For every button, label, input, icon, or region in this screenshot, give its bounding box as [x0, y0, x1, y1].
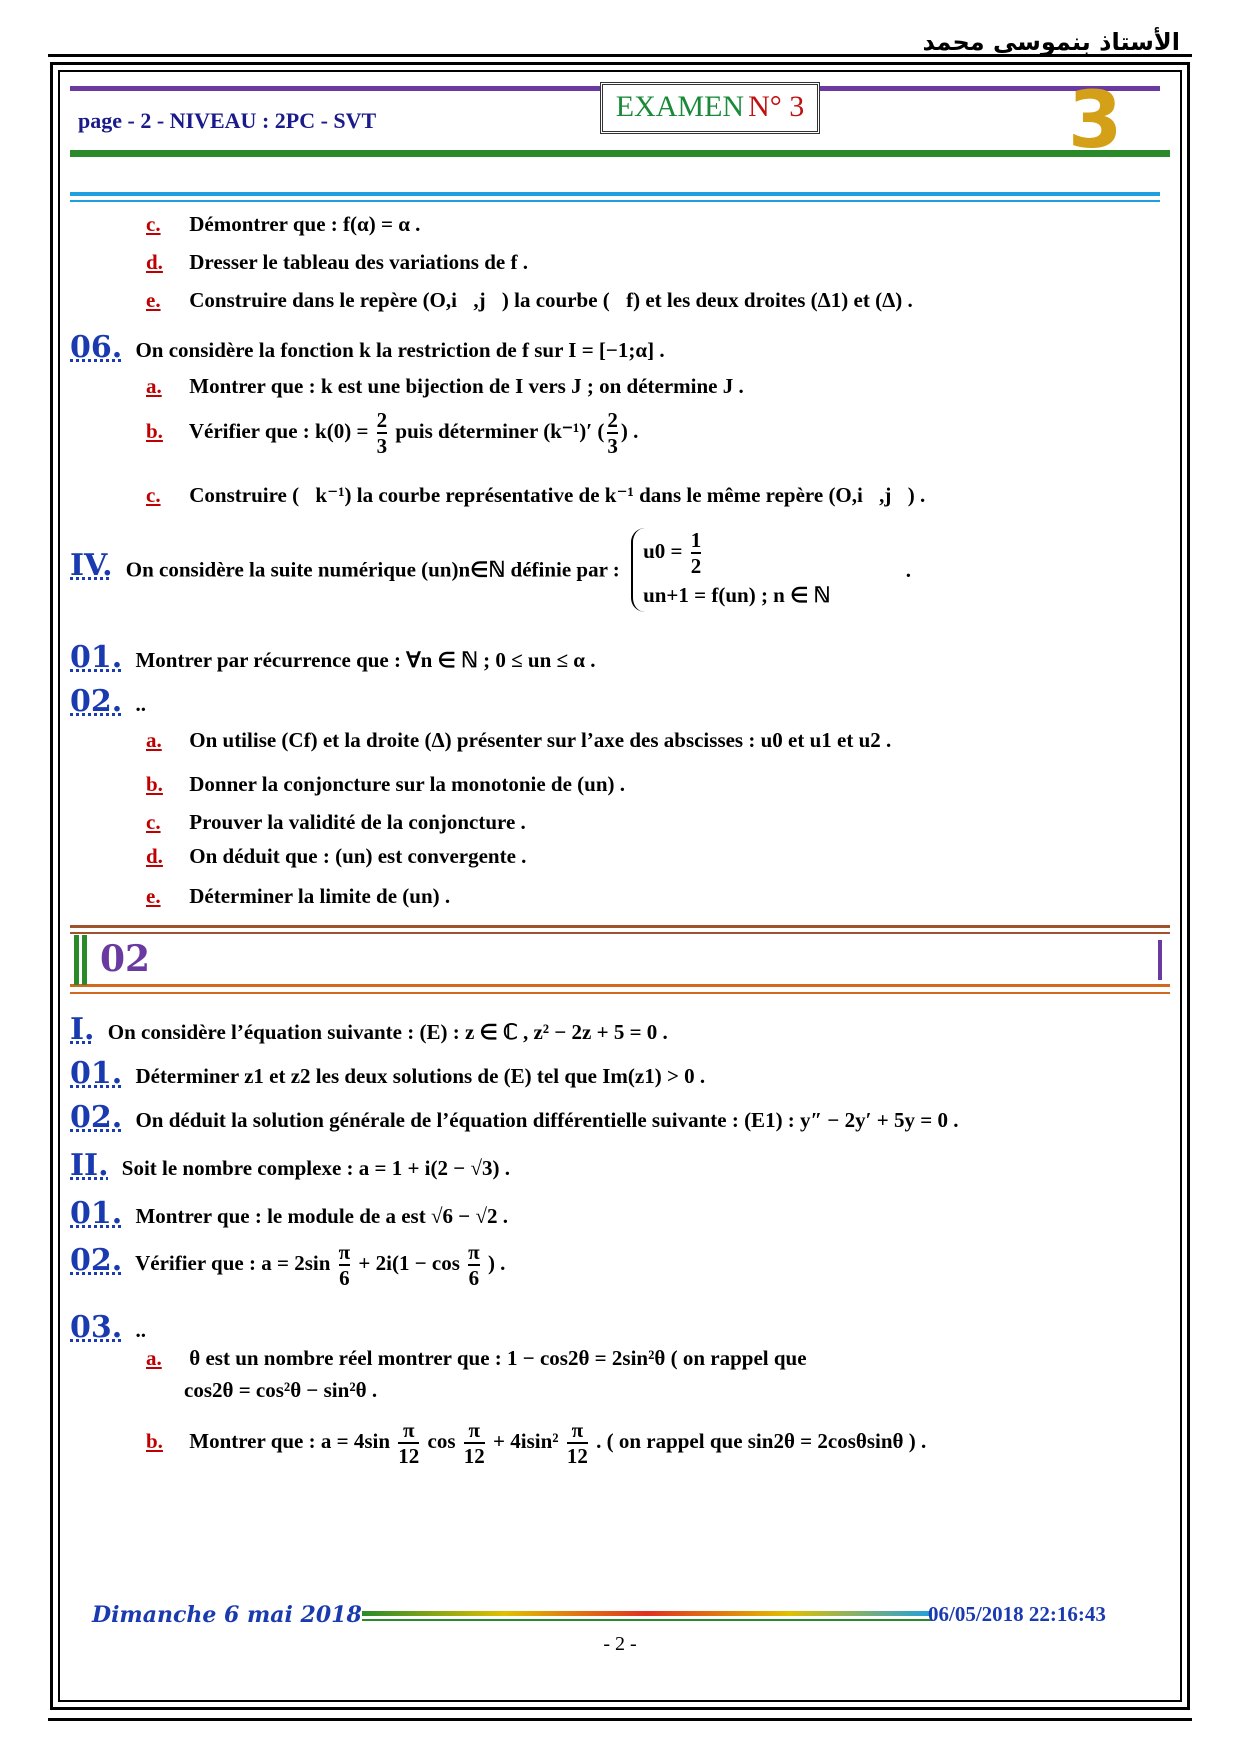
item-label: b.: [146, 418, 163, 443]
system-u0: u0 =: [643, 538, 683, 563]
fraction-denominator: 3: [376, 434, 388, 458]
question-text: Montrer que : le module de a est √6 − √2 .: [135, 1204, 508, 1228]
item-label: b.: [146, 1428, 163, 1453]
section-title: 02: [100, 938, 151, 980]
section-bar: [82, 935, 87, 985]
question-text: On considère la fonction k la restriction de f sur I = [−1;α] .: [135, 338, 665, 362]
question-c: [146, 212, 420, 237]
fraction-repeat: [607, 408, 618, 458]
section-rule-bottom: [70, 984, 1170, 987]
question-text: Déterminer z1 et z2 les deux solutions de (E) tel que Im(z1) > 0 .: [135, 1064, 706, 1088]
question-text: On déduit la solution générale de l’équation différentielle suivante : (E1) : y″ − 2y′ + 5y = 0 .: [135, 1108, 959, 1132]
question-number: 01.: [70, 1056, 123, 1091]
fraction-denominator: 12: [566, 1444, 588, 1468]
question-text: On utilise (Cf) et la droite (Δ) présenter sur l’axe des abscisses : u0 et u1 et u2 .: [189, 728, 892, 752]
fraction-repeat: [464, 1418, 485, 1468]
question-02d: [146, 844, 526, 869]
section-rule-top: [70, 925, 1170, 928]
question-text-end: ) .: [487, 1250, 506, 1275]
question-II: [70, 1148, 510, 1183]
page-level-label: page - 2 - NIVEAU : 2PC - SVT: [78, 108, 377, 133]
system-line-2: un+1 = f(un) ; n ∈ ℕ: [643, 583, 831, 607]
item-label: d.: [146, 844, 163, 868]
header-blue-rule-thin: [70, 200, 1160, 202]
question-number: IV.: [70, 547, 113, 583]
question-text-end: .: [633, 418, 639, 443]
question-text-end: .: [905, 557, 911, 582]
fraction-denominator: 12: [463, 1444, 485, 1468]
section-rule-bottom-thin: [70, 992, 1170, 994]
question-text: Soit le nombre complexe : a = 1 + i(2 − √3) .: [121, 1156, 510, 1180]
exam-logo-number: 3: [1068, 76, 1123, 166]
fraction: [377, 408, 388, 458]
fraction: [339, 1240, 351, 1290]
question-02c: [146, 810, 526, 835]
question-06a: [146, 374, 744, 399]
recurrence-system: [631, 528, 830, 612]
question-text: ..: [135, 1318, 146, 1342]
question-text: Prouver la validité de la conjoncture .: [189, 810, 526, 834]
question-06b: b. Vérifier que : k(0) = $\frac{2}{3}$ puis déterminer (k⁻¹)′ ( $\frac{2}{3}$ ) .: [146, 408, 639, 458]
question-number: 01.: [70, 640, 123, 675]
question-02e: [146, 884, 450, 909]
question-II-02: [70, 1240, 505, 1290]
question-text-mid: puis déterminer (k⁻¹)′: [395, 418, 593, 443]
fraction-numerator: π: [338, 1240, 351, 1264]
question-text: Construire (𝒞k⁻¹) la courbe représentative de k⁻¹ dans le même repère (O,i⃗,j⃗) .: [189, 483, 926, 507]
fraction: [398, 1418, 419, 1468]
fraction-repeat: [567, 1418, 588, 1468]
question-I-01: [70, 1056, 705, 1091]
question-text: Vérifier que : a = 2sin: [135, 1250, 331, 1275]
footer-timestamp: 06/05/2018 22:16:43: [928, 1602, 1106, 1626]
question-text: Vérifier que : k(0) =: [188, 418, 369, 443]
item-label: e.: [146, 884, 161, 908]
fraction-numerator: π: [398, 1418, 419, 1444]
fraction-numerator: π: [468, 1240, 480, 1264]
question-number: 02.: [70, 1100, 123, 1135]
question-number: I.: [70, 1012, 95, 1047]
item-label: c.: [146, 483, 161, 507]
question-06: [70, 330, 665, 365]
question-text-cos: cos: [427, 1428, 456, 1453]
question-number: 06.: [70, 330, 123, 365]
question-number: 02.: [70, 1242, 123, 1278]
question-e: [146, 288, 913, 313]
header-green-rule: [70, 150, 1170, 157]
question-text: Montrer que : a = 4sin: [189, 1428, 391, 1453]
question-text: ..: [135, 692, 146, 716]
item-label: a.: [146, 1346, 162, 1370]
section-rule-top-thin: [70, 932, 1170, 934]
question-02b: [146, 772, 625, 797]
question-number: II.: [70, 1148, 109, 1183]
question-II-03b: [146, 1418, 926, 1468]
question-II-03: [70, 1310, 146, 1345]
footer-date: Dimanche 6 mai 2018: [92, 1602, 362, 1628]
question-I-02: [70, 1100, 958, 1135]
footer-decoration: [362, 1611, 932, 1616]
page-number: - 2 -: [603, 1633, 637, 1655]
item-label: d.: [146, 250, 163, 274]
question-text: On considère la suite numérique (un)n∈ℕ définie par :: [125, 557, 620, 582]
question-text: θ est un nombre réel montrer que : 1 − cos2θ = 2sin²θ ( on rappel que: [189, 1346, 807, 1370]
fraction-denominator: 3: [607, 434, 618, 458]
question-01: [70, 640, 596, 675]
question-02: [70, 684, 146, 719]
question-text-mid: + 2i(1 − cos: [358, 1250, 460, 1275]
question-text: Construire dans le repère (O,i⃗,j⃗) la courbe (𝒞f) et les deux droites (Δ1) et (Δ) .: [189, 288, 913, 312]
question-II-03a-cont: cos2θ = cos²θ − sin²θ .: [184, 1378, 378, 1402]
section-bar-right: [1158, 940, 1162, 980]
question-I: [70, 1012, 668, 1047]
section-bar: [74, 935, 79, 985]
top-rule: [48, 54, 1192, 57]
fraction-denominator: 2: [690, 554, 702, 578]
item-label: e.: [146, 288, 161, 312]
question-text: On considère l’équation suivante : (E) : z ∈ ℂ , z² − 2z + 5 = 0 .: [107, 1020, 668, 1044]
exam-title-box: [600, 82, 820, 134]
question-text: Démontrer que : f(α) = α .: [189, 212, 421, 236]
fraction-numerator: π: [464, 1418, 485, 1444]
bottom-rule: [48, 1718, 1192, 1721]
question-IV: [70, 528, 911, 612]
fraction-numerator: 2: [376, 408, 388, 432]
fraction-numerator: π: [567, 1418, 588, 1444]
question-number: 03.: [70, 1310, 123, 1345]
question-text-end: . ( on rappel que sin2θ = 2cosθsinθ ) .: [596, 1428, 927, 1453]
question-number: 01.: [70, 1196, 123, 1231]
fraction-denominator: 12: [398, 1444, 420, 1468]
footer-decoration-line: [362, 1619, 932, 1621]
fraction-numerator: 1: [690, 528, 702, 552]
question-d: [146, 250, 528, 275]
question-II-03a: [146, 1346, 807, 1371]
fraction-denominator: 6: [339, 1266, 350, 1290]
fraction-repeat: [468, 1240, 480, 1290]
item-label: c.: [146, 810, 161, 834]
question-text: Montrer par récurrence que : ∀n ∈ ℕ ; 0 ≤ un ≤ α .: [135, 648, 596, 672]
system-line-1: [643, 528, 830, 578]
item-label: a.: [146, 374, 162, 398]
item-label: b.: [146, 772, 163, 796]
question-02a: [146, 728, 891, 753]
item-label: a.: [146, 728, 162, 752]
fraction-denominator: 6: [468, 1266, 480, 1290]
question-number: 02.: [70, 684, 123, 719]
author-name: الأستاذ بنموسى محمد: [922, 28, 1180, 56]
fraction: [691, 528, 702, 578]
question-text-sin: + 4isin²: [493, 1428, 559, 1453]
question-text: Donner la conjoncture sur la monotonie de (un) .: [189, 772, 626, 796]
question-text: Déterminer la limite de (un) .: [189, 884, 451, 908]
question-II-01: [70, 1196, 508, 1231]
exam-number: N° 3: [748, 90, 805, 123]
item-label: c.: [146, 212, 161, 236]
question-06c: [146, 482, 925, 508]
question-text: Montrer que : k est une bijection de I vers J ; on détermine J .: [189, 374, 744, 398]
question-text: On déduit que : (un) est convergente .: [189, 844, 527, 868]
fraction-numerator: 2: [607, 408, 618, 432]
question-text: Dresser le tableau des variations de f .: [189, 250, 528, 274]
exam-title: EXAMEN: [615, 90, 745, 123]
header-blue-rule: [70, 192, 1160, 196]
